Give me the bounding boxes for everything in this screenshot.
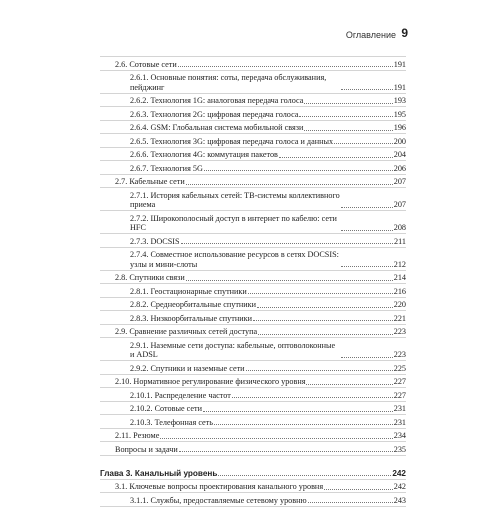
toc-entry-section: [100, 375, 406, 389]
toc-entry-section: [100, 57, 406, 71]
toc-entry-section: [100, 175, 406, 189]
dot-leader: [214, 424, 393, 425]
dot-leader: [248, 293, 393, 294]
toc-entry-subsection: [100, 402, 406, 416]
dot-leader: [203, 411, 393, 412]
toc-entry-title: 2.10.1. Распределение частот: [130, 390, 231, 400]
toc-entry-title: Вопросы и задачи: [115, 444, 178, 454]
toc-entry-title: 2.6.7. Технология 5G: [130, 163, 203, 173]
toc-entry-subsection: [100, 338, 406, 361]
toc-entry-title: 2.6.5. Технология 3G: цифровая передача голоса и данных: [130, 136, 334, 146]
toc-entry-page: 242: [393, 482, 406, 491]
toc-entry-subsection: [100, 188, 406, 211]
dot-leader: [179, 451, 393, 452]
toc-entry-subsection: [100, 284, 406, 298]
toc-entry-page: 200: [393, 136, 406, 146]
toc-entry-subsection: [100, 361, 406, 375]
dot-leader: [334, 143, 393, 144]
toc-entry-page: 223: [393, 350, 406, 359]
toc-entry-title: 2.6.2. Технология 1G: аналоговая передача голоса: [130, 96, 304, 105]
toc-entry-page: 191: [393, 82, 406, 92]
toc-entry-page: 204: [393, 150, 406, 159]
toc-entry-page: 191: [393, 59, 406, 69]
toc-entry-title: 2.7.4. Совместное использование ресурсов в сетях DOCSIS: узлы и мини-слоты: [130, 250, 339, 269]
toc-entry-subsection: [100, 415, 406, 429]
toc-entry-page: 242: [392, 468, 406, 478]
toc-entry-title: 2.8.1. Геостационарные спутники: [130, 286, 247, 296]
toc-entry-page: 243: [393, 495, 406, 505]
toc-entry-title: 2.10.2. Сотовые сети: [130, 404, 202, 413]
dot-leader: [306, 384, 392, 385]
dot-leader: [257, 307, 393, 308]
toc-entry-subsection: [100, 121, 406, 135]
dot-leader: [279, 157, 393, 158]
toc-entry-page: 235: [393, 444, 406, 454]
toc-entry-subsection: [100, 298, 406, 312]
toc-entry-title: 2.8.2. Среднеорбитальные спутники: [130, 300, 257, 309]
dot-leader: [253, 320, 393, 321]
dot-leader: [304, 103, 392, 104]
toc-entry-subsection: [100, 234, 406, 248]
dot-leader: [186, 280, 393, 281]
toc-entry-subsection: [100, 248, 406, 271]
toc-entry-title: 2.9. Сравнение различных сетей доступа: [115, 327, 258, 336]
toc-entry-page: 196: [393, 123, 406, 132]
toc-entry-title: 2.10. Нормативное регулирование физического уровня: [115, 377, 306, 386]
toc-entry-section: [100, 325, 406, 339]
toc-entry-subsection: [100, 107, 406, 121]
dot-leader: [324, 489, 393, 490]
toc-entry-subsection: [100, 311, 406, 325]
toc-entry-title: 2.7. Кабельные сети: [115, 177, 185, 186]
running-head: Оглавление: [345, 30, 396, 40]
dot-leader: [341, 89, 393, 90]
dot-leader: [341, 266, 393, 267]
toc-entry-subsection: [100, 388, 406, 402]
dot-leader: [258, 334, 393, 335]
dot-leader: [204, 170, 393, 171]
dot-leader: [181, 243, 393, 244]
toc-entry-title: 2.9.2. Спутники и наземные сети: [130, 363, 245, 373]
toc-entry-title: 2.7.2. Широкополосный доступ в интернет по кабелю: сети HFC: [130, 213, 337, 232]
toc-entry-chapter: [100, 463, 406, 480]
toc-entry-subsection: [100, 148, 406, 162]
toc-entry-page: 231: [393, 404, 406, 413]
toc-entry-title: 2.6.1. Основные понятия: соты, передача обслуживания, пейджинг: [130, 73, 327, 92]
toc-entry-title: Глава 3. Канальный уровень: [100, 468, 218, 478]
toc-entry-page: 207: [393, 177, 406, 186]
toc-entry-page: 227: [393, 390, 406, 400]
dot-leader: [186, 184, 393, 185]
toc-entry-title: 2.8.3. Низкоорбитальные спутники: [130, 313, 252, 323]
dot-leader: [160, 438, 392, 439]
toc-entry-page: 216: [393, 286, 406, 296]
dot-leader: [178, 66, 393, 67]
toc-entry-subsection: [100, 71, 406, 94]
toc-entry-title: 2.10.3. Телефонная сеть: [130, 417, 213, 427]
toc-entry-subsection: [100, 211, 406, 234]
toc-entry-section: [100, 271, 406, 285]
dot-leader: [341, 207, 393, 208]
toc-entry-title: 2.11. Резюме: [115, 431, 160, 440]
toc-entry-section: [100, 480, 406, 494]
toc-entry-title: 2.8. Спутники связи: [115, 273, 185, 282]
toc-entry-page: 227: [393, 377, 406, 386]
toc-entry-section: [100, 429, 406, 443]
toc-entry-page: 212: [393, 259, 406, 269]
toc-entry-page: 231: [393, 417, 406, 427]
dot-leader: [341, 230, 393, 231]
toc-entry-page: 214: [393, 273, 406, 282]
toc-entry-subsection: [100, 161, 406, 175]
toc-entry-page: 195: [393, 109, 406, 119]
page-number: 9: [401, 26, 408, 40]
toc-entry-subsection: [100, 94, 406, 108]
toc-entry-title: 3.1.1. Службы, предоставляемые сетевому уровню: [130, 495, 307, 505]
toc-entry-title: 2.7.1. История кабельных сетей: ТВ-системы коллективного приема: [130, 190, 340, 209]
toc-entry-page: 220: [393, 300, 406, 309]
toc-entry-title: 2.6.4. GSM: Глобальная система мобильной связи: [130, 123, 304, 132]
toc-entry-page: 206: [393, 163, 406, 173]
toc-entry-subsection: [100, 134, 406, 148]
dot-leader: [246, 370, 393, 371]
toc-entry-page: 193: [393, 96, 406, 105]
toc-entry-title: 2.6.6. Технология 4G: коммутация пакетов: [130, 150, 278, 159]
dot-leader: [304, 130, 392, 131]
dot-leader: [341, 357, 393, 358]
toc-entry-page: 211: [394, 236, 406, 246]
dot-leader: [308, 502, 393, 503]
toc-entry-title: 2.6.3. Технология 2G: цифровая передача голоса: [130, 109, 299, 119]
toc-entry-page: 221: [393, 313, 406, 323]
toc-entry-page: 225: [393, 363, 406, 373]
dot-leader: [299, 116, 392, 117]
table-of-contents: [100, 56, 406, 507]
dot-leader: [218, 475, 391, 476]
toc-entry-section: [100, 442, 406, 456]
toc-entry-title: 2.7.3. DOCSIS: [130, 236, 180, 246]
toc-entry-page: 223: [393, 327, 406, 336]
dot-leader: [232, 397, 393, 398]
toc-entry-title: 3.1. Ключевые вопросы проектирования канального уровня: [115, 482, 324, 491]
toc-entry-page: 207: [393, 200, 406, 209]
toc-entry-title: 2.9.1. Наземные сети доступа: кабельные, оптоволоконные и ADSL: [130, 340, 336, 359]
toc-entry-page: 208: [393, 223, 406, 232]
toc-entry-page: 234: [393, 431, 406, 440]
toc-entry-title: 2.6. Сотовые сети: [115, 59, 177, 69]
